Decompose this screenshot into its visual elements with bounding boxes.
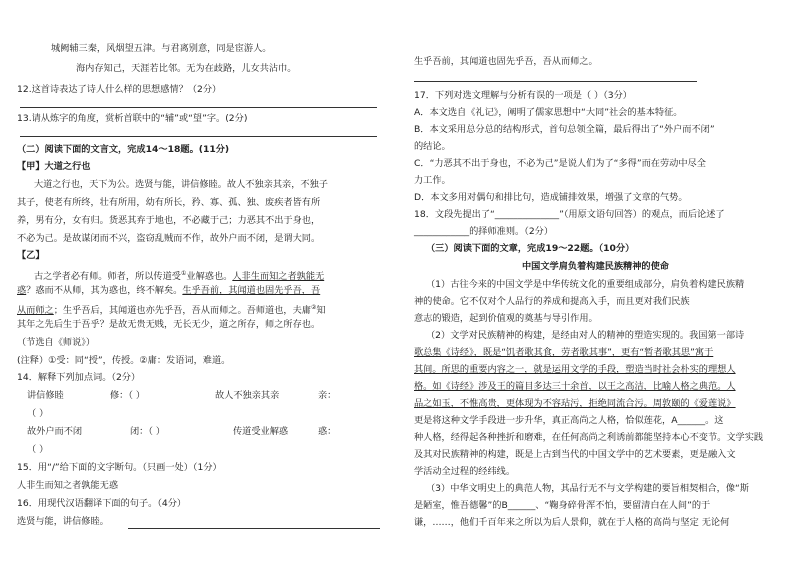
p2-line-2: 歌总集《诗经》，既是“饥者歌其食，劳者歌其事”，更有“暂者歌其思”寓于 — [414, 347, 714, 358]
q16-text: 选贤与能，讲信修睦。 — [17, 516, 109, 527]
yi-notes: (注释）①受：同“授”，传授。②庸：发语词，难道。 — [17, 355, 231, 366]
p1-line-2 — [414, 296, 690, 308]
q14-key-3[interactable]: 闭：（ ） — [130, 426, 166, 437]
yi-l1d: 人非生而知之者孰能无 — [232, 271, 325, 283]
yi-l3b: ；生乎吾后，其闻道也亦先乎吾，吾从而师之。吾师道也，夫庸 — [53, 305, 311, 317]
q17-option-b[interactable]: B．本文采用总分总的结构形式，首句总领全篇，最后得出了“外户而不闭” — [414, 124, 715, 135]
yi-title: 【乙】 — [17, 250, 45, 261]
q17-option-d[interactable]: D．本文多用对偶句和排比句，造成铺排效果，增强了文章的气势。 — [414, 192, 688, 203]
q14-blank-2[interactable]: （ ） — [27, 408, 49, 419]
question-16: 16．用现代汉语翻译下面的句子。（4分） — [17, 498, 187, 509]
p3-line-2: 是陋室，惟吾德馨”的B______、“鞠身碎骨浑不怕，要留清白在人间”的于 — [414, 500, 711, 511]
answer-line-16b[interactable] — [414, 81, 697, 82]
q17-option-a[interactable]: A．本文选自《礼记》，阐明了儒家思想中“大同”社会的基本特征。 — [414, 107, 683, 118]
answer-line-16[interactable] — [128, 528, 380, 529]
question-12: 12.这首诗表达了诗人什么样的思想感情？（2分） — [17, 84, 222, 95]
section-3-title: （三）阅读下面的文章，完成19～22题。（10分） — [426, 243, 635, 254]
q14-key-2[interactable]: 亲： — [318, 390, 337, 401]
p1-line-2b: 而且更对我们民族 — [616, 296, 690, 307]
section-2-title: （二）阅读下面的文言文，完成14～18题。(11分) — [17, 144, 230, 155]
jia-title: 【甲】大道之行也 — [17, 161, 91, 172]
q17-option-c-2: 力工作。 — [414, 175, 451, 186]
poem-line-2: 海内存知己，天涯若比邻。无为在歧路，儿女共沾巾。 — [76, 63, 297, 74]
q15-text[interactable]: 人非生而知之者孰能无惑 — [17, 480, 119, 491]
p1-line-3: 意志的锻造，起到价值观的奠基与导引作用。 — [414, 313, 598, 324]
q17-option-c[interactable]: C．“力恶其不出于身也，不必为己”是说人们为了“多得”而在劳动中尽全 — [414, 158, 706, 169]
p2-line-6: 更是将这种文学手段进一步升华，真正高尚之人格，恰似莲花，A______。这 — [414, 415, 724, 426]
p1-line-1: （1）古往今来的中国文学是中华传统文化的重要组成部分，肩负着构建民族精 — [426, 279, 745, 290]
q14-word-1: 讲信修睦 — [27, 390, 64, 401]
p1-line-2a: 神的使命。它不仅对个人品行的养成和提高入手， — [414, 296, 617, 307]
jia-line-4: 不必为己。是故谋闭而不兴，盗窃乱贼而不作，故外户而不闭，是谓大同。 — [17, 233, 321, 244]
question-14: 14．解释下列加点词。（2分） — [17, 372, 141, 383]
p2-line-7: 种人格，经得起各种挫折和磨难，在任何高尚之利诱前都能坚持本心不变节。文学实践 — [414, 432, 764, 443]
article-title — [397, 261, 794, 273]
yi-source: （节选自《师说》） — [17, 337, 96, 348]
yi-line-2 — [17, 285, 320, 297]
q14-word-3: 故外户而不闭 — [27, 426, 83, 437]
p2-line-3: 其间。所思的重要内容之一，就是运用文学的手段，塑造当时社会朴实的理想人 — [414, 364, 736, 375]
answer-line-12[interactable] — [20, 107, 377, 108]
jia-line-2: 其子，使老有所终，壮有所用，幼有所长，矜、寡、孤、独、废疾者皆有所 — [17, 197, 321, 208]
q14-word-4: 传道受业解惑 — [233, 426, 289, 437]
q14-word-2: 故人不独亲其亲 — [215, 390, 280, 401]
answer-line-13[interactable] — [20, 136, 377, 137]
p3-line-1: （3）中华文明史上的典范人物，其品行无不与文学构建的要旨相契相合，像“斯 — [426, 483, 749, 494]
yi-l1c: 业解惑也。 — [186, 271, 233, 283]
p2-line-9: 学活动全过程的经纬线。 — [414, 466, 516, 477]
question-15: 15．用“/”给下面的文字断句。（只画一处）（1分） — [17, 462, 222, 473]
q17-option-b-2: 的结论。 — [414, 141, 451, 152]
yi-l3d: 知 — [316, 305, 326, 317]
p2-line-4: 格。如《诗经》涉及王的篇目多达三十余首，以王之高洁，比喻人格之典范。人 — [414, 381, 736, 392]
q14-blank-4[interactable]: （ ） — [27, 444, 49, 455]
question-17: 17．下列对选文理解与分析有误的一项是（ ）（3分） — [414, 90, 632, 101]
continuation-line: 生乎吾前，其闻道也固先乎吾，吾从而师之。 — [414, 56, 598, 67]
p2-line-1: （2）文学对民族精神的构建，是经由对人的精神的塑造实现的。我国第一部诗 — [426, 330, 745, 341]
yi-l2b: ？惑而不从师，其为惑也，终不解矣。 — [26, 285, 183, 296]
jia-line-3: 养，男有分，女有归。货恶其弃于地也，不必藏于己；力恶其不出于身也， — [17, 215, 321, 226]
yi-line-3 — [17, 302, 326, 317]
yi-l2a: 惑 — [17, 285, 27, 296]
yi-line-1 — [34, 268, 324, 283]
yi-line-4: 其年之先后生于吾乎？是故无贵无贱，无长无少，道之所存，师之所存也。 — [17, 319, 321, 330]
p2-line-8: 及其对民族精神的构建，既是上古到当代的中国文学中的艺术要素，更是融入文 — [414, 449, 736, 460]
q14-key-4[interactable]: 惑： — [318, 426, 337, 437]
note-2-mark: ② — [311, 304, 317, 311]
note-1-mark: ① — [181, 270, 187, 277]
question-18: 18．文段先提出了“______________”（用原文语句回答）的观点，而后论述了 — [414, 209, 725, 220]
q14-key-1[interactable]: 修：（ ） — [110, 390, 146, 401]
jia-line-1: 大道之行也，天下为公。选贤与能，讲信修睦。故人不独亲其亲，不独子 — [34, 179, 328, 190]
poem-line-1: 城阙辅三秦，风烟望五津。与君离别意，同是宦游人。 — [51, 43, 272, 54]
yi-l2c: 生乎吾前，其闻道也固先乎吾，吾 — [182, 285, 321, 296]
yi-l3a: 从而师之 — [17, 305, 54, 317]
yi-l1a: 古之学者必有师。师者，所以传道受 — [34, 271, 181, 283]
question-18-line-2: ____________的择师准则。（2分） — [414, 226, 554, 237]
p3-line-3: 谦，……，他们千百年来之所以为后人景仰，就在于人格的高尚与坚定 无论何 — [414, 517, 730, 528]
article-title-text: 中国文学肩负着构建民族精神的使命 — [522, 261, 669, 272]
p2-line-5: 品之如玉，不惟高贵，更体现为不容玷污，拒绝同流合污。周敦颐的《爱莲说》 — [414, 398, 736, 409]
question-13: 13.请从炼字的角度，赏析首联中的“辅”或“望”字。(2分) — [17, 113, 248, 124]
